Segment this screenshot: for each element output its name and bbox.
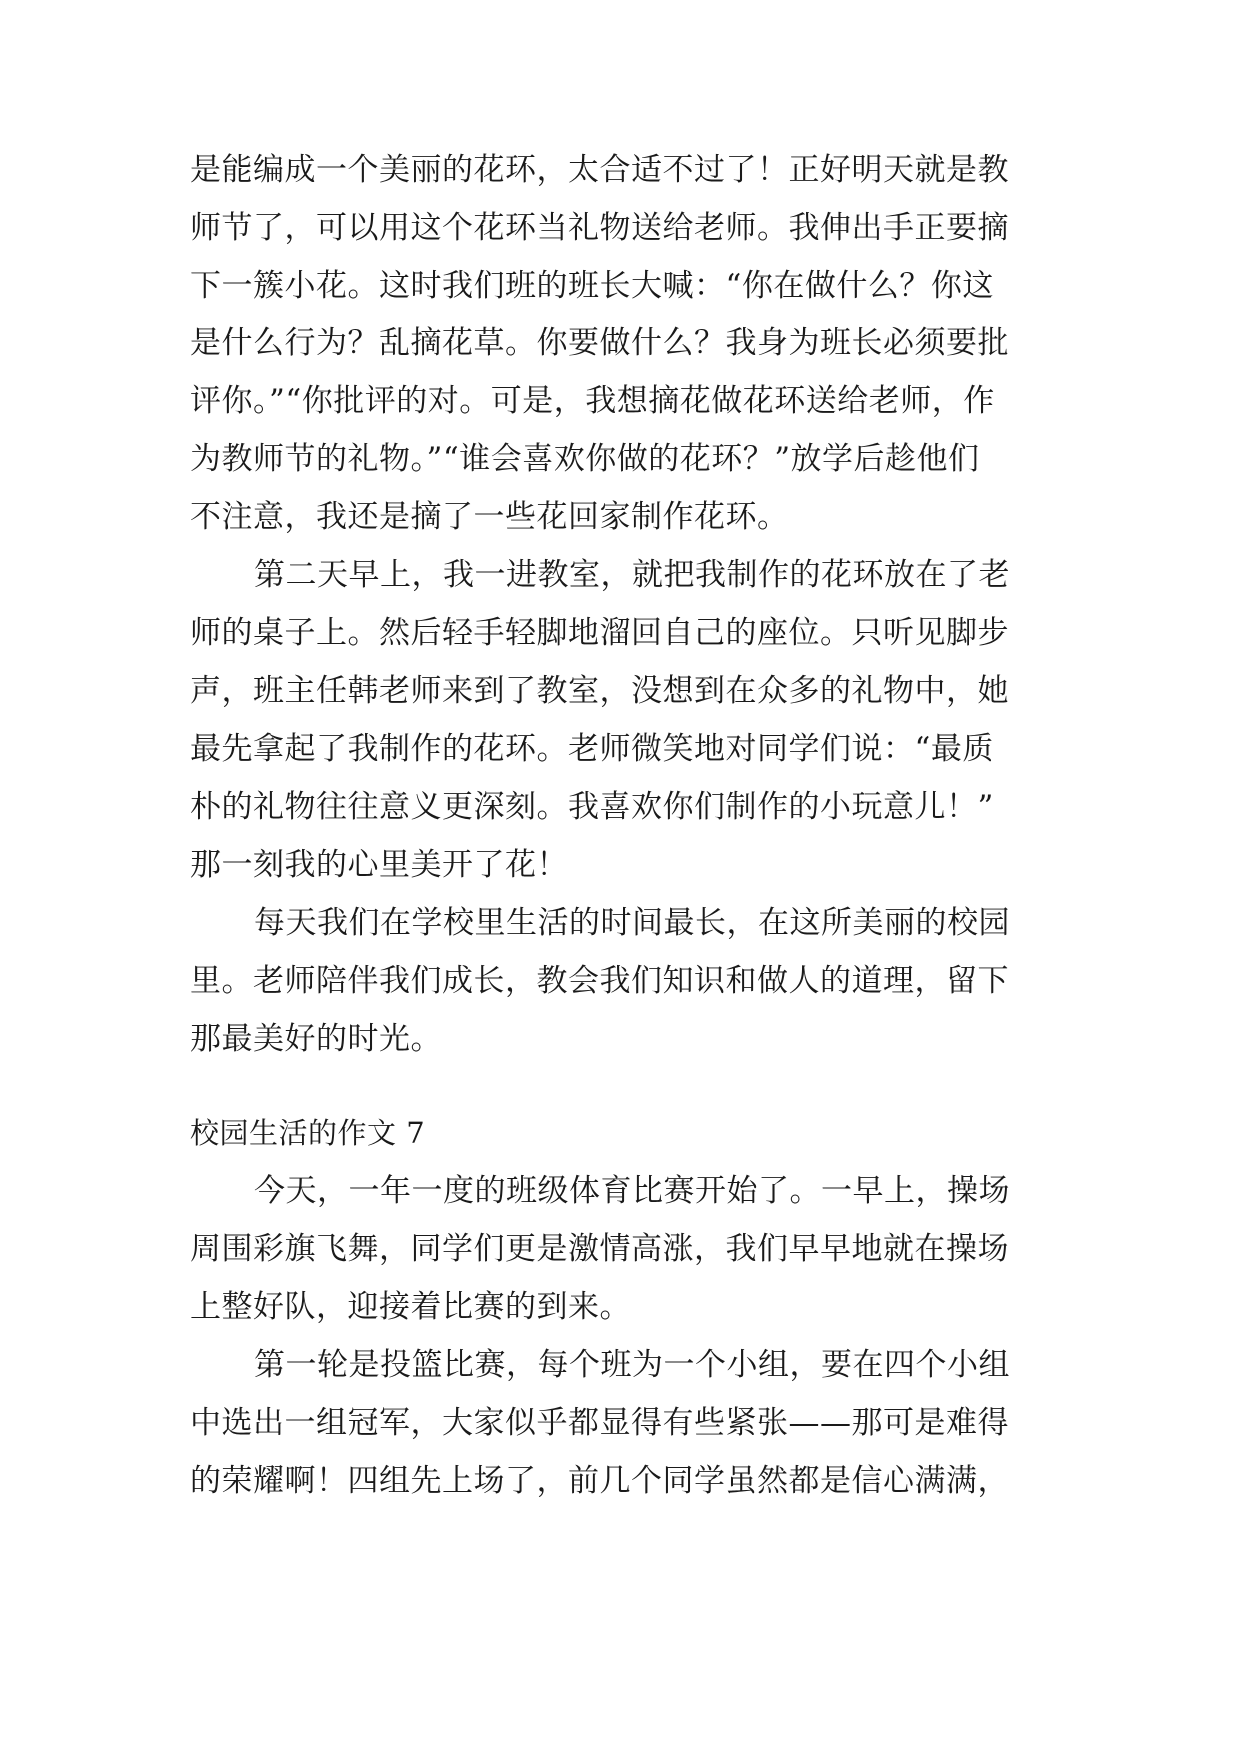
text-line: 是能编成一个美丽的花环，太合适不过了！正好明天就是教 <box>190 152 1009 188</box>
text-line: 周围彩旗飞舞，同学们更是激情高涨，我们早早地就在操场 <box>190 1231 1009 1267</box>
text-line: 下一簇小花。这时我们班的班长大喊：“你在做什么？你这 <box>190 268 994 304</box>
text-line: 师节了，可以用这个花环当礼物送给老师。我伸出手正要摘 <box>190 210 1009 246</box>
text-line: 那一刻我的心里美开了花！ <box>190 847 568 883</box>
text-line: 上整好队，迎接着比赛的到来。 <box>190 1289 631 1325</box>
text-line: 评你。”“你批评的对。可是，我想摘花做花环送给老师，作 <box>190 383 995 419</box>
text-line: 最先拿起了我制作的花环。老师微笑地对同学们说：“最质 <box>190 731 994 767</box>
paragraph-start-line: 第二天早上，我一进教室，就把我制作的花环放在了老 <box>254 557 1010 593</box>
paragraph-start-line: 每天我们在学校里生活的时间最长，在这所美丽的校园 <box>254 905 1010 941</box>
text-line: 中选出一组冠军，大家似乎都显得有些紧张——那可是难得 <box>190 1405 1009 1441</box>
text-line: 的荣耀啊！四组先上场了，前几个同学虽然都是信心满满， <box>190 1463 1009 1499</box>
text-line: 声，班主任韩老师来到了教室，没想到在众多的礼物中，她 <box>190 673 1009 709</box>
text-line: 里。老师陪伴我们成长，教会我们知识和做人的道理，留下 <box>190 963 1009 999</box>
text-line: 是什么行为？乱摘花草。你要做什么？我身为班长必须要批 <box>190 325 1009 361</box>
text-line: 那最美好的时光。 <box>190 1021 442 1057</box>
paragraph-start-line: 第一轮是投篮比赛，每个班为一个小组，要在四个小组 <box>254 1347 1010 1383</box>
paragraph-start-line: 今天，一年一度的班级体育比赛开始了。一早上，操场 <box>254 1173 1010 1209</box>
text-line: 朴的礼物往往意义更深刻。我喜欢你们制作的小玩意儿！” <box>190 789 994 825</box>
text-line: 师的桌子上。然后轻手轻脚地溜回自己的座位。只听见脚步 <box>190 615 1009 651</box>
text-line: 为教师节的礼物。”“谁会喜欢你做的花环？”放学后趁他们 <box>190 441 980 477</box>
text-line: 不注意，我还是摘了一些花回家制作花环。 <box>190 499 789 535</box>
section-heading: 校园生活的作文 7 <box>190 1116 426 1150</box>
